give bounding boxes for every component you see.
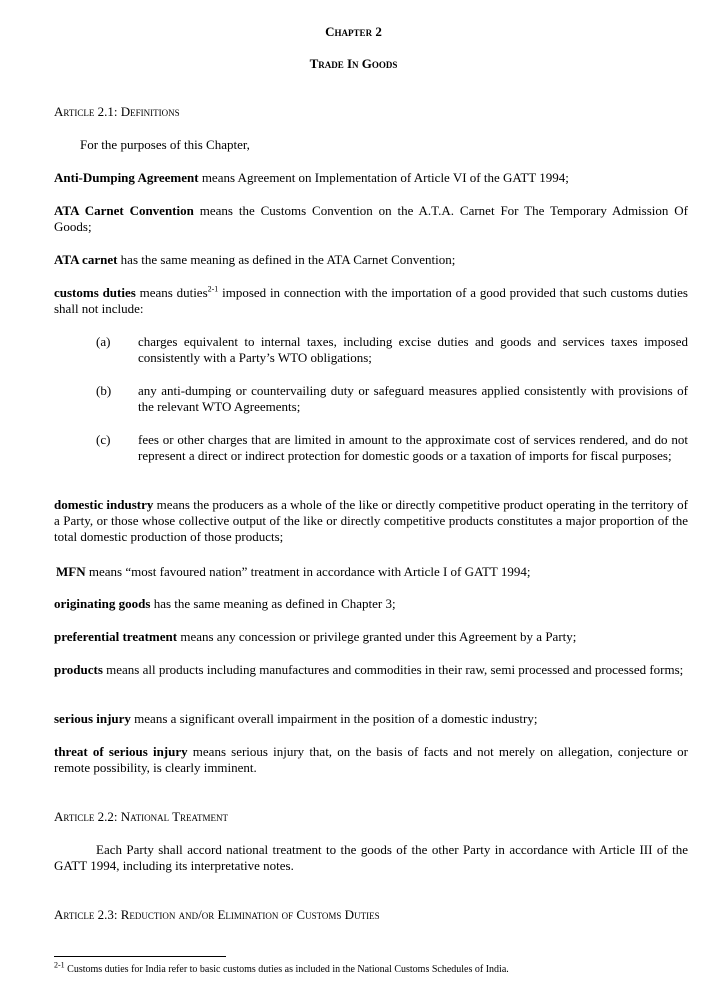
definition-text: means duties [135,285,208,300]
definition-threat-of-serious-injury [54,744,688,776]
definition-ata-carnet [54,252,688,268]
footnote [54,960,694,976]
definition-term: Anti-Dumping Agreement [54,170,199,185]
definition-preferential-treatment [54,629,688,645]
definition-domestic-industry [54,497,688,545]
definition-term: threat of serious injury [54,744,188,759]
definition-text: means any concession or privilege granted under this Agreement by a Party; [177,629,577,644]
definition-text: means the Customs Convention on the A.T.A. Carnet For The Temporary Admission Of Goods; [54,203,688,234]
definition-term: preferential treatment [54,629,178,644]
footnote-mark: 2-1 [54,960,65,970]
definition-term: products [54,662,103,677]
list-item-label: (c) [96,432,111,447]
definition-term: domestic industry [54,497,154,512]
definition-text: means all products including manufactures and commodities in their raw, semi processed and processed forms; [102,662,684,677]
footnote-text: Customs duties for India refer to basic customs duties as included in the National Customs Schedules of India. [64,964,509,975]
definition-serious-injury [54,711,688,727]
definition-text: means the producers as a whole of the like or directly competitive product operating in the territory of a Party, or those whose collective output of the like or directly competitive products constitutes a major proportion of the total domestic production of those products; [54,497,689,544]
definition-term: originating goods [54,596,151,611]
list-item-c [96,432,688,464]
definition-text: imposed in connection with the importation of a good provided that such customs duties shall not include: [54,285,688,316]
article-2-3-heading: Article 2.3: Reduction and/or Elimination of Customs Duties [54,907,380,922]
footnote-divider [54,956,226,957]
definition-products [54,662,688,678]
list-item-text: any anti-dumping or countervailing duty or safeguard measures applied consistently with provisions of the relevant WTO Agreements; [138,383,688,414]
article-2-2-text: Each Party shall accord national treatment to the goods of the other Party in accordance with Article III of the GATT 1994, including its interpretative notes. [54,842,688,873]
article-2-1-intro: For the purposes of this Chapter, [80,137,250,152]
definition-originating-goods [54,596,688,612]
list-item-label: (a) [96,334,111,349]
list-item-text: fees or other charges that are limited in amount to the approximate cost of services rendered, and do not represent a direct or indirect protection for domestic goods or a taxation of imports for fiscal purposes; [138,432,688,463]
article-2-1-heading: Article 2.1: Definitions [54,104,180,119]
definition-ata-carnet-convention [54,203,688,235]
chapter-title: Trade In Goods [309,56,398,71]
definition-text: means serious injury that, on the basis of facts and not merely on allegation, conjecture or remote possibility, is clearly imminent. [54,744,689,775]
list-item-text: charges equivalent to internal taxes, including excise duties and goods and services taxes imposed consistently with a Party’s WTO obligations; [138,334,688,365]
list-item-a [96,334,688,366]
definition-term: serious injury [54,711,131,726]
definition-anti-dumping [54,170,688,186]
definition-customs-duties [54,285,688,317]
definition-text: means Agreement on Implementation of Article VI of the GATT 1994; [198,170,569,185]
list-item-b [96,383,688,415]
definition-term: ATA carnet [54,252,118,267]
definition-mfn [56,564,690,580]
chapter-number: Chapter 2 [325,24,382,39]
definition-text: means a significant overall impairment in the position of a domestic industry; [130,711,538,726]
definition-text: has the same meaning as defined in Chapter 3; [150,596,396,611]
definition-text: means “most favoured nation” treatment in accordance with Article I of GATT 1994; [85,564,531,579]
list-item-label: (b) [96,383,112,398]
article-2-2-heading: Article 2.2: National Treatment [54,809,229,824]
definition-term: ATA Carnet Convention [54,203,194,218]
footnote-reference[interactable]: 2-1 [207,284,219,294]
definition-text: has the same meaning as defined in the ATA Carnet Convention; [117,252,456,267]
definition-term: customs duties [54,285,136,300]
definition-term: MFN [56,564,86,579]
